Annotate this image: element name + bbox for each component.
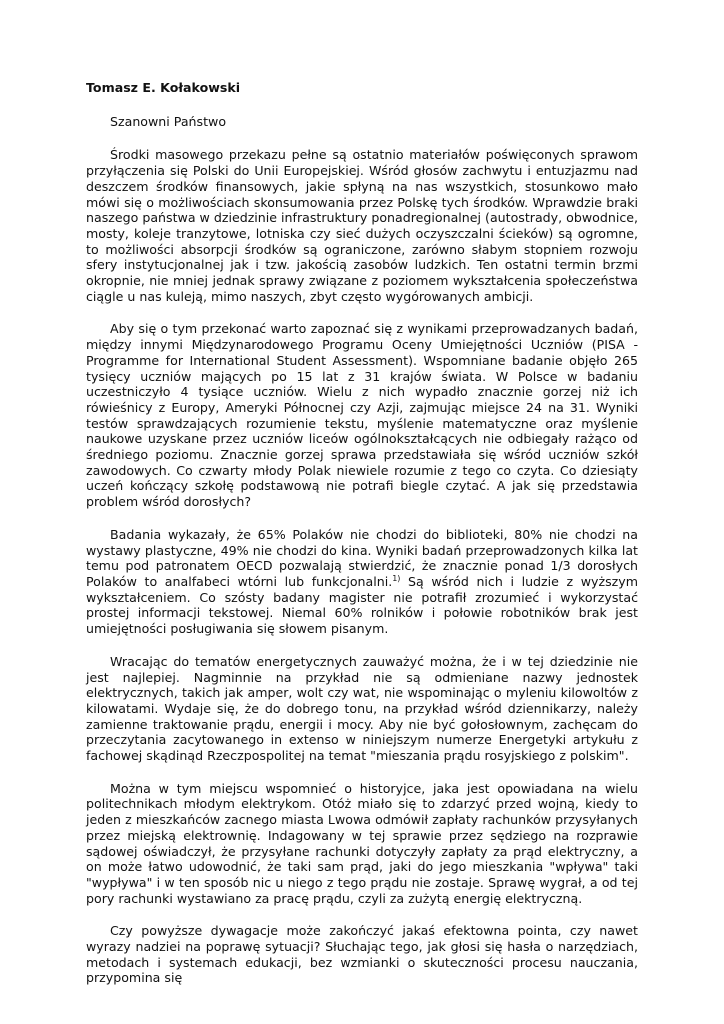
paragraph-3 — [86, 527, 638, 637]
paragraph-5: Można w tym miejscu wspomnieć o historyjce, jaka jest opowiadana na wielu politechnikach młodym elektrykom. Otóż miało się to zdarzyć przed wojną, kiedy to jeden z mieszkańców zacnego miasta Lwowa odmówił zapłaty rachunków przysyłanych przez miejską elektrownię. Indagowany w tej sprawie przez sędziego na rozprawie sądowej oświadczył, że przysyłane rachunki dotyczyły zapłaty za prąd elektryczny, a on może łatwo udowodnić, że taki sam prąd, jaki do jego mieszkania "wpływa" taki "wypływa" i w ten sposób nic u niego z tego prądu nie zostaje. Sprawę wygrał, a od tej pory rachunki wystawiano za pracę prądu, czyli za zużytą energię elektryczną. — [86, 780, 638, 906]
document-page — [86, 80, 638, 1003]
paragraph-1: Środki masowego przekazu pełne są ostatnio materiałów poświęconych sprawom przyłączenia się Polski do Unii Europejskiej. Wśród głosów zachwytu i entuzjazmu nad deszczem środków finansowych, jakie spłyną na nas wszystkich, stosunkowo mało mówi się o możliwościach skonsumowania przez Polskę tych środków. Wprawdzie braki naszego państwa w dziedzinie infrastruktury ponadregionalnej (autostrady, obwodnice, mosty, koleje tranzytowe, lotniska czy sieć dużych oczyszczalni ścieków) są ogromne, to możliwości absorpcji środków są ograniczone, zarówno słabym stopniem rozwoju sfery instytucjonalnej jak i tzw. jakością zasobów ludzkich. Ten ostatni termin brzmi okropnie, nie mniej jednak sprawy związane z poziomem wykształcenia społeczeństwa ciągle u nas kuleją, mimo naszych, zbyt często wygórowanych ambicji. — [86, 147, 638, 304]
paragraph-3-text-after-note: Są wśród nich i ludzie z wyższym wykształceniem. Co szósty badany magister nie potrafił zrozumieć i wykorzystać prostej informacji tekstowej. Niemal 60% rolników i połowie robotników brak jest umiejętności posługiwania się słowem pisanym. — [86, 573, 638, 637]
greeting: Szanowni Państwo — [110, 113, 227, 129]
paragraph-2: Aby się o tym przekonać warto zapoznać się z wynikami przeprowadzanych badań, między innymi Międzynarodowego Programu Oceny Umiejętności Uczniów (PISA - Programme for International Student Assessment). Wspomniane badanie objęło 265 tysięcy uczniów mających po 15 lat z 31 krajów świata. W Polsce w badaniu uczestniczyło 4 tysiące uczniów. Wielu z nich wypadło znacznie gorzej niż ich rówieśnicy z Europy, Ameryki Północnej czy Azji, zajmując miejsce 24 na 31. Wyniki testów sprawdzających rozumienie tekstu, myślenie matematyczne oraz myślenie naukowe uzyskane przez uczniów liceów ogólnokształcących nie odbiegały rażąco od średniego poziomu. Znacznie gorzej sprawa przedstawiała się wśród uczniów szkół zawodowych. Co czwarty młody Polak niewiele rozumie z tego co czyta. Co dziesiąty uczeń kończący szkołę podstawową nie potrafi biegle czytać. A jak się przedstawia problem wśród dorosłych? — [86, 321, 638, 510]
author-name: Tomasz E. Kołakowski — [86, 80, 241, 95]
paragraph-3-text-before-note: Badania wykazały, że 65% Polaków nie chodzi do biblioteki, 80% nie chodzi na wystawy plastyczne, 49% nie chodzi do kina. Wyniki badań przeprowadzonych kilka lat temu pod patronatem OECD pozwalają stwierdzić, że znacznie ponad 1/3 dorosłych Polaków to analfabeci wtórni lub funkcjonalni. — [86, 526, 638, 589]
footnote-marker: 1) — [392, 573, 401, 583]
paragraph-4: Wracając do tematów energetycznych zauważyć można, że i w tej dziedzinie nie jest najlepiej. Nagminnie na przykład nie są odmieniane nazwy jednostek elektrycznych, takich jak amper, wolt czy wat, nie wspominając o myleniu kilowoltów z kilowatami. Wydaje się, że do dobrego tonu, na przykład wśród dziennikarzy, należy zamienne traktowanie prądu, energii i mocy. Aby nie być gołosłownym, zachęcam do przeczytania zacytowanego in extenso w niniejszym numerze Energetyki artykułu z fachowej skądinąd Rzeczpospolitej na temat "mieszania prądu rosyjskiego z polskim". — [86, 653, 638, 764]
paragraph-6: Czy powyższe dywagacje może zakończyć jakaś efektowna pointa, czy nawet wyrazy nadziei na poprawę sytuacji? Słuchając tego, jak głosi się hasła o narzędziach, metodach i systemach edukacji, bez wzmianki o skuteczności procesu nauczania, przypomina się — [86, 923, 638, 986]
